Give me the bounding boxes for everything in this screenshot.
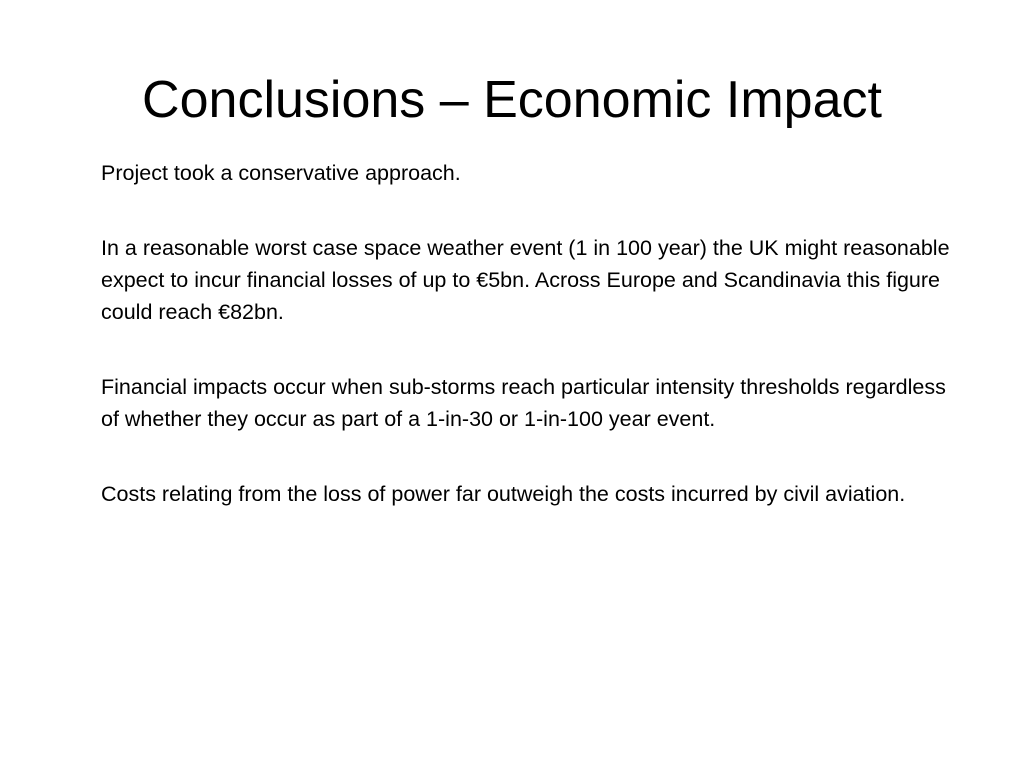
conservative-approach-paragraph: Project took a conservative approach. [101, 161, 461, 185]
slide-body [101, 157, 961, 553]
intensity-thresholds-paragraph: Financial impacts occur when sub-storms reach particular intensity thresholds regardless of whether they occur as part of a 1-in-30 or 1-in-100 year event. [101, 375, 946, 431]
financial-losses-paragraph: In a reasonable worst case space weather event (1 in 100 year) the UK might reasonable expect to incur financial losses of up to €5bn. Across Europe and Scandinavia this figure could reach €82bn. [101, 236, 950, 324]
slide-title: Conclusions – Economic Impact [142, 71, 882, 129]
power-loss-costs-paragraph: Costs relating from the loss of power far outweigh the costs incurred by civil aviation. [101, 482, 906, 506]
